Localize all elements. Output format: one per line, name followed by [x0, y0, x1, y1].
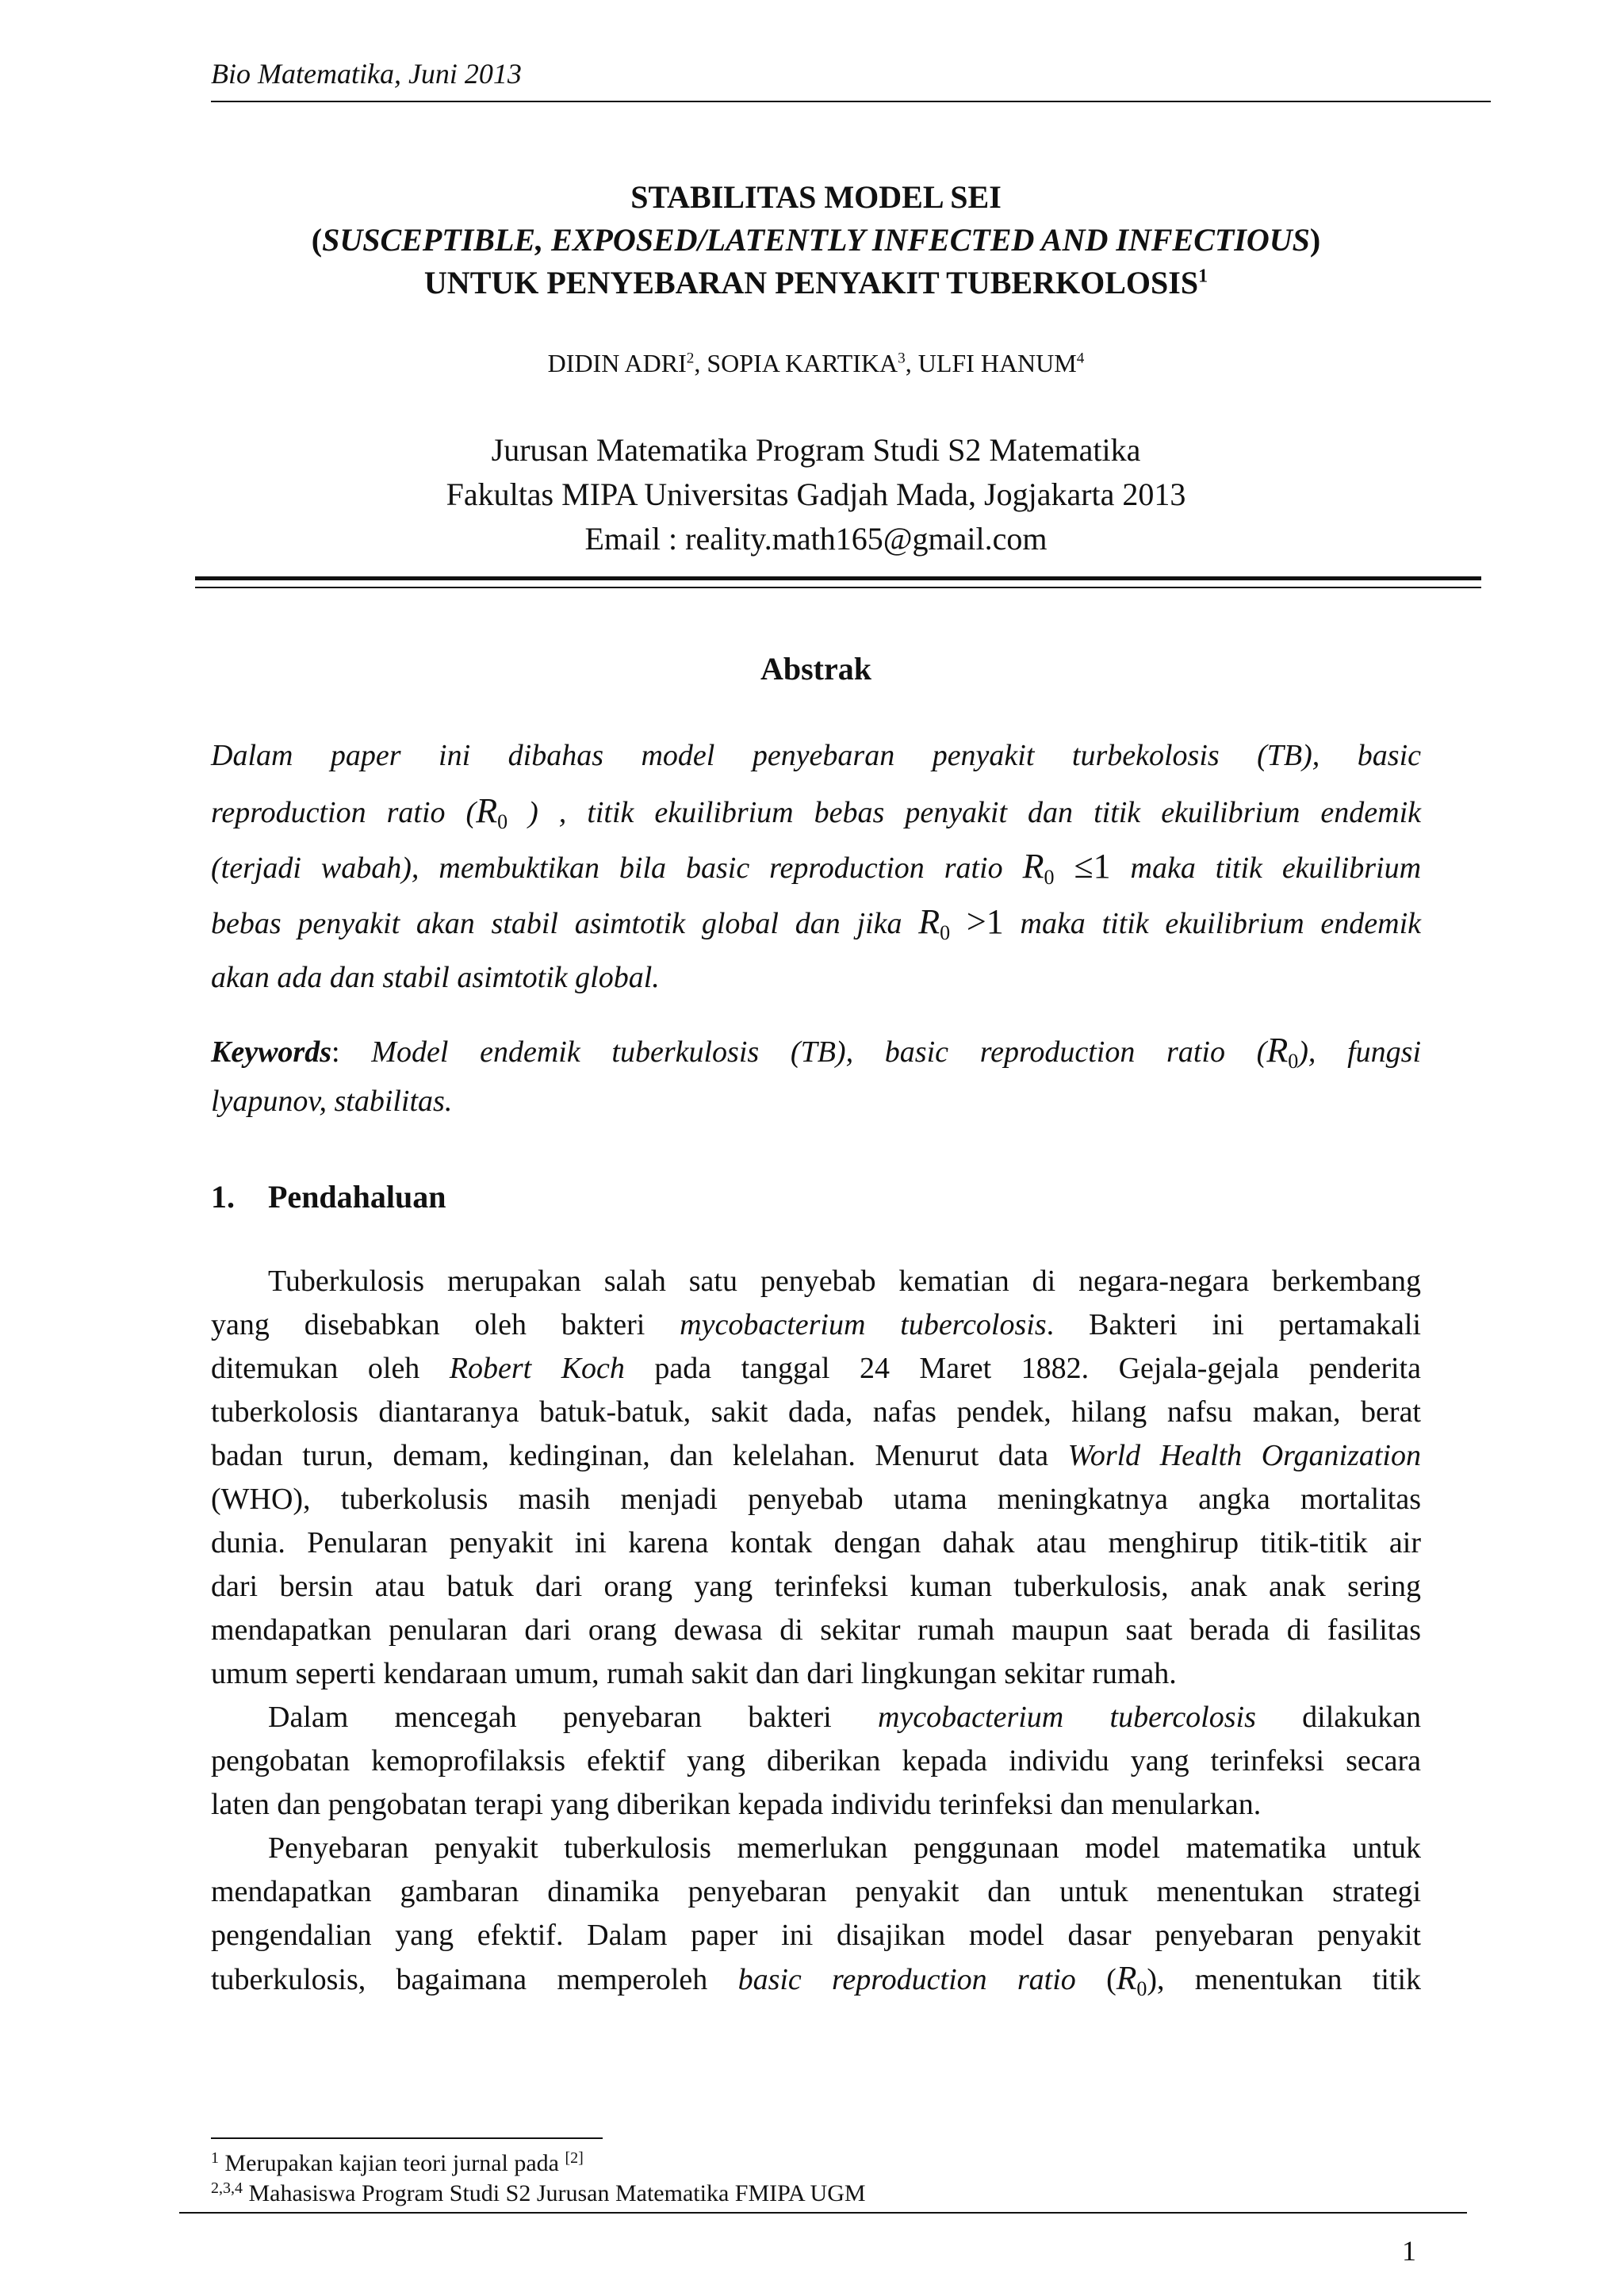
title-line-1: STABILITAS MODEL SEI: [630, 179, 1002, 215]
keywords-line: lyapunov, stabilitas.: [211, 1085, 453, 1118]
paragraph-line: mendapatkan gambaran dinamika penyebaran penyakit dan untuk menentukan strategi: [211, 1875, 1421, 1908]
paragraph-line: badan turun, demam, kedinginan, dan kelelahan. Menurut data World Health Organization: [211, 1439, 1421, 1472]
author-name: SOPIA KARTIKA: [707, 349, 898, 377]
paragraph-line: dunia. Penularan penyakit ini karena kontak dengan dahak atau menghirup titik-titik air: [211, 1526, 1421, 1559]
title-footnote-mark: 1: [1198, 266, 1208, 287]
paragraph-line: pengobatan kemoprofilaksis efektif yang diberikan kepada individu yang terinfeksi secara: [211, 1744, 1421, 1777]
email-line: Email : reality.math165@gmail.com: [584, 521, 1048, 557]
paragraph-line: ditemukan oleh Robert Koch pada tanggal 24 Maret 1882. Gejala-gejala penderita: [211, 1352, 1421, 1385]
affiliation-line: Jurusan Matematika Program Studi S2 Matematika: [491, 432, 1141, 468]
paragraph-line: laten dan pengobatan terapi yang diberikan kepada individu terinfeksi dan menularkan.: [211, 1788, 1262, 1821]
keywords-label: Keywords: [211, 1035, 331, 1069]
abstract-text: [211, 736, 1421, 1013]
footnote: $^{2,3,4}$ Mahasiswa Program Studi S2 Jurusan Matematika FMIPA UGM: [211, 2179, 866, 2206]
footnote-rule: [211, 2137, 603, 2139]
title-line-3: UNTUK PENYEBARAN PENYAKIT TUBERKOLOSIS$^1$: [423, 265, 1208, 300]
affiliation: [211, 428, 1421, 561]
paragraph-line: Tuberkulosis merupakan salah satu penyebab kematian di negara-negara berkembang: [268, 1265, 1421, 1298]
title-rule-thick: [195, 576, 1481, 580]
author-name: ULFI HANUM: [917, 349, 1077, 377]
abstract-line: Dalam paper ini dibahas model penyebaran penyakit turbekolosis (TB), basic: [211, 739, 1421, 772]
author-list: DIDIN ADRI$^2$, SOPIA KARTIKA$^3$, ULFI HANUM$^4$: [547, 349, 1085, 377]
keywords: [211, 1031, 1421, 1132]
paragraph-line: pengendalian yang efektif. Dalam paper ini disajikan model dasar penyebaran penyakit: [211, 1919, 1421, 1952]
running-header: Bio Matematika, Juni 2013: [211, 58, 522, 90]
paragraph-line: mendapatkan penularan dari orang dewasa di sekitar rumah maupun saat berada di fasilitas: [211, 1613, 1421, 1647]
abstract-line: akan ada dan stabil asimtotik global.: [211, 961, 660, 994]
paragraph-line: yang disebabkan oleh bakteri mycobacterium tubercolosis. Bakteri ini pertamakali: [211, 1308, 1421, 1341]
footnote: $^1$ Merupakan kajian teori jurnal pada [2]: [211, 2149, 584, 2176]
body-text: [211, 1262, 1421, 2003]
paragraph-line: tuberkulosis, bagaimana memperoleh basic reproduction ratio $(R_0)$, menentukan titik: [211, 1961, 1422, 2000]
paragraph-line: (WHO), tuberkolusis masih menjadi penyebab utama meningkatnya angka mortalitas: [211, 1483, 1421, 1516]
author-name: DIDIN ADRI: [547, 349, 687, 377]
paragraph-line: Dalam mencegah penyebaran bakteri mycobacterium tubercolosis dilakukan: [268, 1701, 1422, 1734]
title-line-2-italic: SUSCEPTIBLE, EXPOSED/LATENTLY INFECTED AND INFECTIOUS: [322, 222, 1310, 258]
affiliation-line: Fakultas MIPA Universitas Gadjah Mada, Jogjakarta 2013: [446, 476, 1186, 512]
paragraph-line: umum seperti kendaraan umum, rumah sakit dan dari lingkungan sekitar rumah.: [211, 1657, 1177, 1690]
title-line-2: (SUSCEPTIBLE, EXPOSED/LATENTLY INFECTED AND INFECTIOUS): [311, 222, 1321, 258]
footnotes: [211, 2149, 866, 2209]
abstract-line: bebas penyakit akan stabil asimtotik global dan jika $R_0 >1$ maka titik ekuilibrium endemik: [211, 902, 1421, 944]
abstract-line: reproduction ratio ($R_0$ ) , titik ekuilibrium bebas penyakit dan titik ekuilibrium endemik: [211, 791, 1422, 833]
footer-rule: [179, 2212, 1467, 2214]
section-heading: [211, 1178, 446, 1215]
title-rule-thin: [195, 587, 1481, 588]
page-number: 1: [1402, 2235, 1416, 2267]
paper-title: [211, 176, 1421, 304]
paragraph-line: dari bersin atau batuk dari orang yang terinfeksi kuman tuberkulosis, anak anak sering: [211, 1570, 1421, 1603]
section-number: 1.: [211, 1179, 235, 1215]
section-title: Pendahaluan: [268, 1179, 446, 1215]
header-rule: [211, 101, 1491, 102]
paragraph-line: tuberkolosis diantaranya batuk-batuk, sakit dada, nafas pendek, hilang nafsu makan, berat: [211, 1395, 1421, 1429]
abstract-line: (terjadi wabah), membuktikan bila basic reproduction ratio $R_0 \le 1$ maka titik ekuilibrium: [211, 847, 1422, 889]
paragraph-line: Penyebaran penyakit tuberkulosis memerlukan penggunaan model matematika untuk: [268, 1831, 1421, 1865]
abstract-heading: Abstrak: [760, 651, 872, 687]
keywords-line: Keywords: Model endemik tuberkulosis (TB), basic reproduction ratio $(R_0)$, fungsi: [211, 1031, 1421, 1073]
